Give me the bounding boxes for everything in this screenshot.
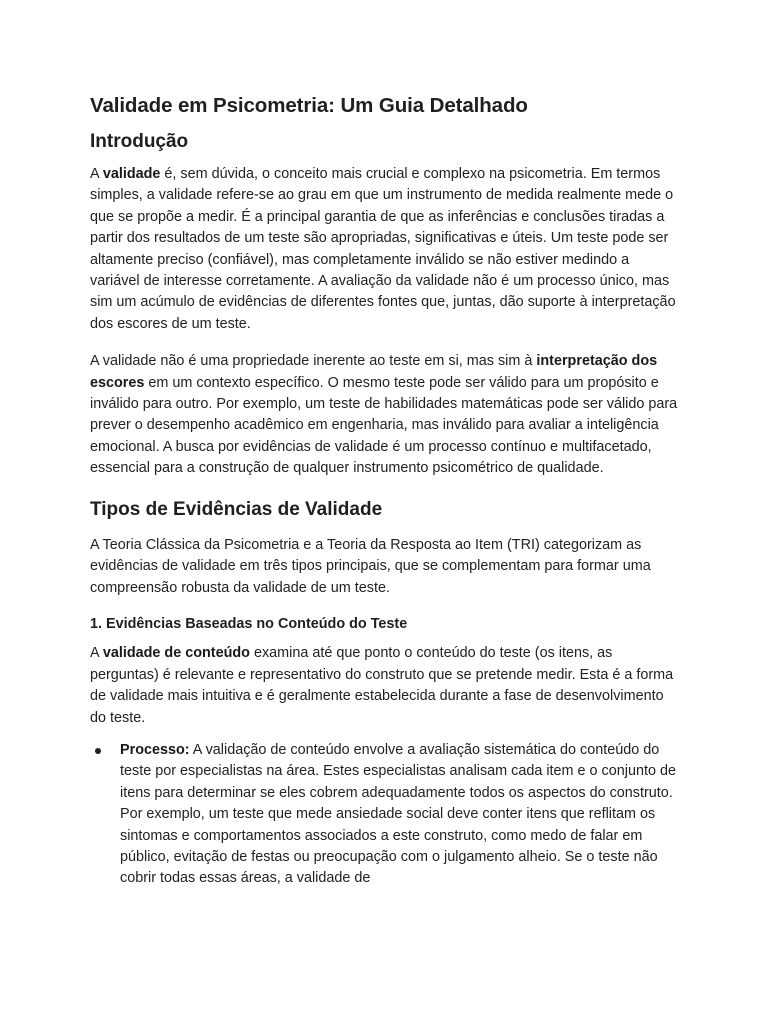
intro-paragraph-1 (90, 164, 680, 335)
intro-paragraph-2 (90, 351, 680, 479)
types-paragraph-1: A Teoria Clássica da Psicometria e a Teoria da Resposta ao Item (TRI) categorizam as evidências de validade em três tipos principais, que se complementam para formar uma compreensão robusta da validade de um teste. (90, 536, 651, 596)
list-item (120, 740, 680, 890)
bold-term-interpretacao-dos-escores: interpretação dos escores (90, 353, 658, 391)
bullet-text: A validação de conteúdo envolve a avaliação sistemática do conteúdo do teste por especialistas na área. Estes especialistas analisam cada item e o conjunto de itens para determinar se eles cobrem adequadamente todos os aspectos do construto. Por exemplo, um teste que mede ansiedade social deve conter itens que reflitam os sintomas e comportamentos associados a este construto, como medo de falar em público, evitação de festas ou preocupação com o julgamento alheio. Se o teste não cobrir todas essas áreas, a validade de (120, 742, 676, 887)
bold-term-validade-de-conteudo: validade de conteúdo (102, 645, 250, 662)
text-run: A validade não é uma propriedade inerente ao teste em si, mas sim à (90, 353, 537, 370)
text-run: A (90, 645, 103, 662)
section-heading-introducao: Introdução (90, 131, 189, 152)
bullet-bold-label: Processo: (120, 742, 190, 759)
text-run: examina até que ponto o conteúdo do teste (os itens, as perguntas) é relevante e representativo do construto que se pretende medir. Esta é a forma de validade mais intuitiva e é geralmente estabelecida durante a fase de desenvolvimento do teste. (90, 645, 674, 726)
bold-term-validade: validade (102, 166, 161, 182)
subsection-heading-conteudo: 1. Evidências Baseadas no Conteúdo do Teste (90, 615, 408, 632)
content-paragraph-1 (90, 643, 680, 729)
document-title: Validade em Psicometria: Um Guia Detalhado (90, 94, 528, 117)
text-run: em um contexto específico. O mesmo teste pode ser válido para um propósito e inválido para outro. Por exemplo, um teste de habilidades matemáticas pode ser válido para prever o desempenho acadêmico em engenharia, mas inválido para avaliar a inteligência emocional. A busca por evidências de validade é um processo contínuo e multifacetado, essencial para a construção de qualquer instrumento psicométrico de qualidade. (90, 374, 678, 477)
bullet-list (90, 740, 680, 890)
document-page (90, 92, 680, 890)
section-heading-tipos-de-evidencias: Tipos de Evidências de Validade (90, 498, 383, 520)
text-run: é, sem dúvida, o conceito mais crucial e complexo na psicometria. Em termos simples, a validade refere-se ao grau em que um instrumento de medida realmente mede o que se propõe a medir. É a principal garantia de que as inferências e conclusões tiradas a partir dos resultados de um teste são apropriadas, significativas e úteis. Um teste pode ser altamente preciso (confiável), mas completamente inválido se não estiver medindo a variável de interesse corretamente. A avaliação da validade não é um processo único, mas sim um acúmulo de evidências de diferentes fontes que, juntas, dão suporte à interpretação dos escores de um teste. (90, 166, 676, 332)
text-run: A (90, 166, 103, 182)
